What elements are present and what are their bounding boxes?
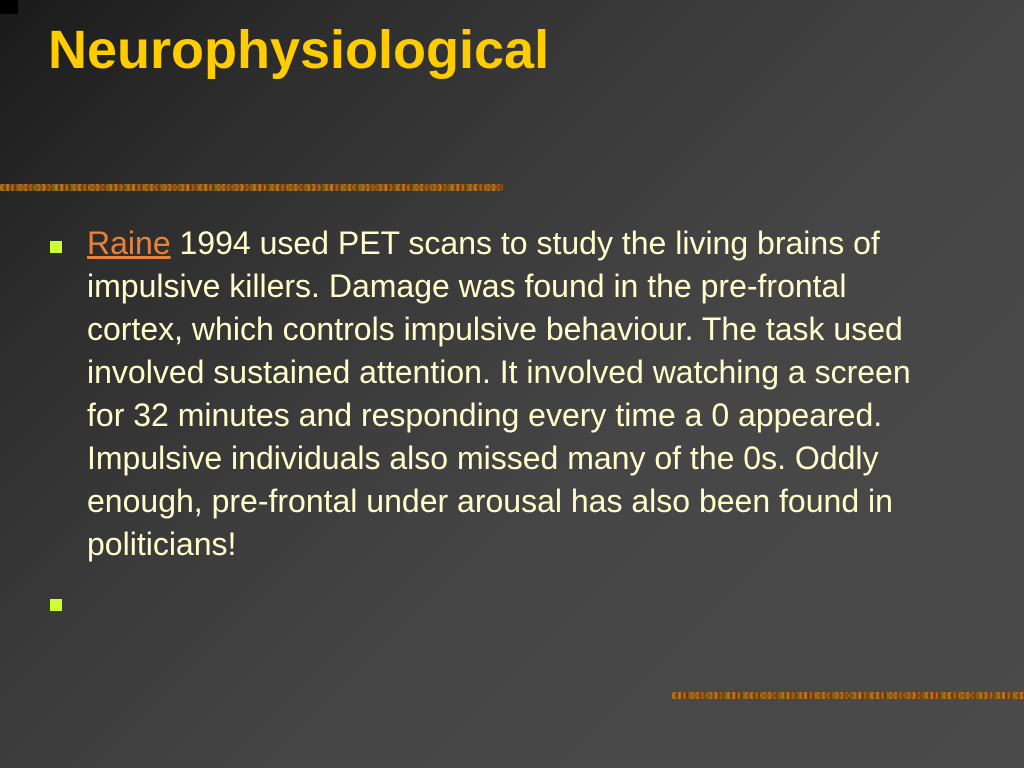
bullet-square-icon xyxy=(50,599,62,611)
bullet-item-empty xyxy=(48,580,948,623)
corner-mark xyxy=(0,0,18,14)
slide-title: Neurophysiological xyxy=(48,20,550,80)
bullet-square-icon xyxy=(50,241,62,253)
bullet-item xyxy=(48,222,948,566)
footer-divider xyxy=(672,692,1024,699)
raine-link[interactable]: Raine xyxy=(87,225,171,261)
bullet-text: 1994 used PET scans to study the living brains of impulsive killers. Damage was found in the pre-frontal cortex, which controls impulsive behaviour. The task used involved sustained attention. It involved watching a screen for 32 minutes and responding every time a 0 appeared. Impulsive individuals also missed many of the 0s. Oddly enough, pre-frontal under arousal has also been found in politicians! xyxy=(87,225,911,562)
title-divider xyxy=(0,184,503,191)
bullet-list xyxy=(48,222,948,623)
